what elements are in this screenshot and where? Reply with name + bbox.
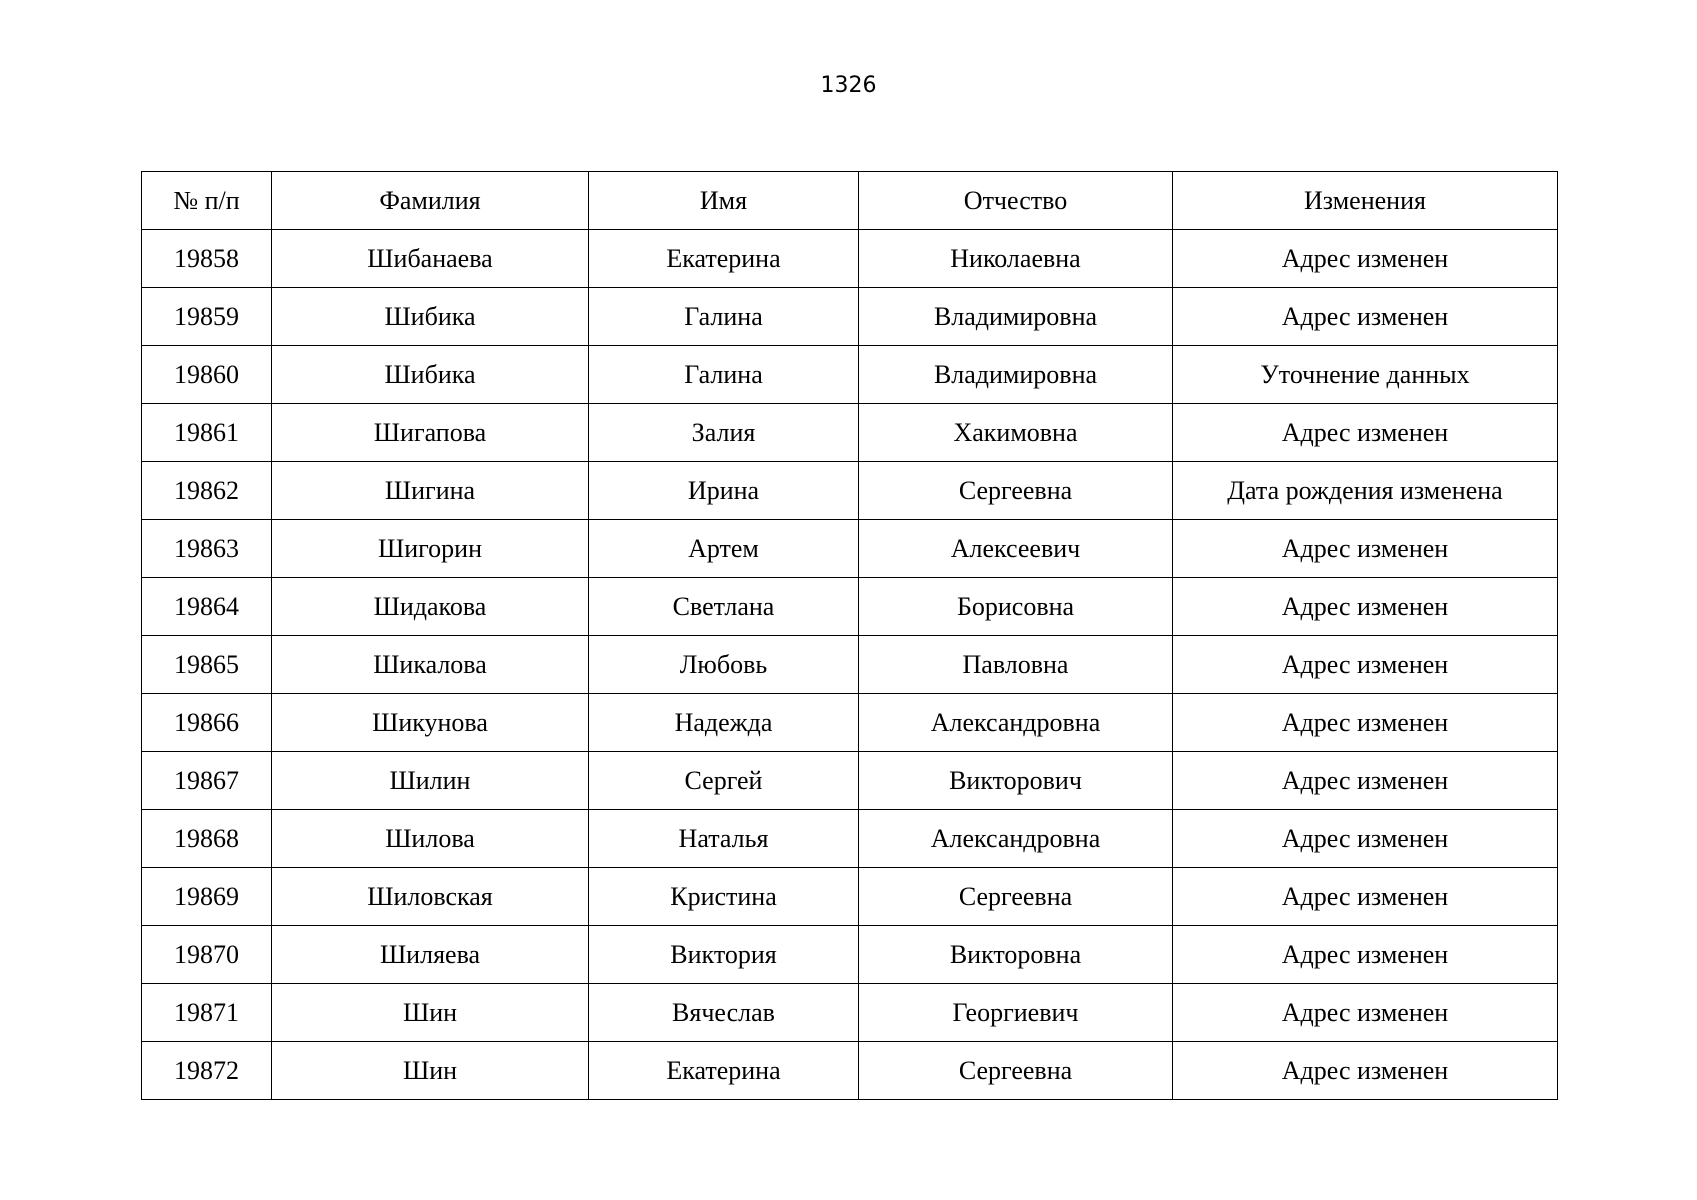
- page-number: 1326: [820, 73, 877, 98]
- cell-last-name: Шиляева: [272, 926, 589, 984]
- cell-changes: Адрес изменен: [1173, 694, 1558, 752]
- cell-number: 19860: [142, 346, 272, 404]
- cell-patronymic: Борисовна: [859, 578, 1173, 636]
- cell-patronymic: Георгиевич: [859, 984, 1173, 1042]
- cell-number: 19859: [142, 288, 272, 346]
- cell-first-name: Залия: [589, 404, 859, 462]
- cell-patronymic: Хакимовна: [859, 404, 1173, 462]
- cell-changes: Адрес изменен: [1173, 984, 1558, 1042]
- cell-last-name: Шибика: [272, 288, 589, 346]
- cell-patronymic: Викторович: [859, 752, 1173, 810]
- cell-number: 19864: [142, 578, 272, 636]
- cell-last-name: Шигапова: [272, 404, 589, 462]
- cell-number: 19870: [142, 926, 272, 984]
- cell-first-name: Артем: [589, 520, 859, 578]
- cell-patronymic: Сергеевна: [859, 462, 1173, 520]
- cell-patronymic: Павловна: [859, 636, 1173, 694]
- cell-changes: Адрес изменен: [1173, 404, 1558, 462]
- cell-first-name: Екатерина: [589, 230, 859, 288]
- cell-last-name: Шикалова: [272, 636, 589, 694]
- cell-last-name: Шиловская: [272, 868, 589, 926]
- cell-last-name: Шилин: [272, 752, 589, 810]
- cell-last-name: Шикунова: [272, 694, 589, 752]
- table-row: [142, 926, 1558, 984]
- cell-first-name: Виктория: [589, 926, 859, 984]
- cell-first-name: Любовь: [589, 636, 859, 694]
- cell-changes: Адрес изменен: [1173, 288, 1558, 346]
- cell-changes: Уточнение данных: [1173, 346, 1558, 404]
- cell-first-name: Кристина: [589, 868, 859, 926]
- column-header-last-name: Фамилия: [272, 172, 589, 230]
- cell-last-name: Шигорин: [272, 520, 589, 578]
- cell-changes: Адрес изменен: [1173, 636, 1558, 694]
- table-row: [142, 462, 1558, 520]
- cell-number: 19858: [142, 230, 272, 288]
- cell-last-name: Шин: [272, 1042, 589, 1100]
- cell-number: 19866: [142, 694, 272, 752]
- cell-number: 19871: [142, 984, 272, 1042]
- cell-number: 19865: [142, 636, 272, 694]
- register-table: [141, 171, 1558, 1100]
- table-row: [142, 1042, 1558, 1100]
- table-row: [142, 694, 1558, 752]
- cell-first-name: Наталья: [589, 810, 859, 868]
- cell-first-name: Надежда: [589, 694, 859, 752]
- cell-changes: Адрес изменен: [1173, 752, 1558, 810]
- cell-number: 19868: [142, 810, 272, 868]
- cell-number: 19863: [142, 520, 272, 578]
- cell-last-name: Шибанаева: [272, 230, 589, 288]
- cell-last-name: Шин: [272, 984, 589, 1042]
- table-row: [142, 346, 1558, 404]
- table-row: [142, 810, 1558, 868]
- table-row: [142, 984, 1558, 1042]
- table-row: [142, 230, 1558, 288]
- column-header-changes: Изменения: [1173, 172, 1558, 230]
- cell-changes: Адрес изменен: [1173, 230, 1558, 288]
- cell-changes: Дата рождения изменена: [1173, 462, 1558, 520]
- cell-number: 19872: [142, 1042, 272, 1100]
- table-row: [142, 288, 1558, 346]
- cell-last-name: Шибика: [272, 346, 589, 404]
- cell-number: 19869: [142, 868, 272, 926]
- column-header-patronymic: Отчество: [859, 172, 1173, 230]
- column-header-first-name: Имя: [589, 172, 859, 230]
- table-row: [142, 520, 1558, 578]
- table-row: [142, 578, 1558, 636]
- cell-first-name: Галина: [589, 288, 859, 346]
- cell-number: 19861: [142, 404, 272, 462]
- cell-patronymic: Александровна: [859, 810, 1173, 868]
- table-row: [142, 868, 1558, 926]
- cell-last-name: Шидакова: [272, 578, 589, 636]
- cell-last-name: Шилова: [272, 810, 589, 868]
- cell-first-name: Ирина: [589, 462, 859, 520]
- cell-patronymic: Николаевна: [859, 230, 1173, 288]
- cell-number: 19867: [142, 752, 272, 810]
- cell-changes: Адрес изменен: [1173, 810, 1558, 868]
- cell-first-name: Вячеслав: [589, 984, 859, 1042]
- cell-changes: Адрес изменен: [1173, 926, 1558, 984]
- table-row: [142, 636, 1558, 694]
- cell-patronymic: Александровна: [859, 694, 1173, 752]
- cell-changes: Адрес изменен: [1173, 578, 1558, 636]
- table-row: [142, 752, 1558, 810]
- cell-first-name: Сергей: [589, 752, 859, 810]
- cell-changes: Адрес изменен: [1173, 1042, 1558, 1100]
- column-header-number: № п/п: [142, 172, 272, 230]
- cell-number: 19862: [142, 462, 272, 520]
- table-row: [142, 404, 1558, 462]
- cell-first-name: Светлана: [589, 578, 859, 636]
- cell-patronymic: Алексеевич: [859, 520, 1173, 578]
- cell-patronymic: Владимировна: [859, 288, 1173, 346]
- cell-patronymic: Викторовна: [859, 926, 1173, 984]
- cell-changes: Адрес изменен: [1173, 868, 1558, 926]
- cell-first-name: Галина: [589, 346, 859, 404]
- table-header-row: [142, 172, 1558, 230]
- cell-patronymic: Сергеевна: [859, 1042, 1173, 1100]
- cell-first-name: Екатерина: [589, 1042, 859, 1100]
- cell-patronymic: Сергеевна: [859, 868, 1173, 926]
- cell-last-name: Шигина: [272, 462, 589, 520]
- cell-patronymic: Владимировна: [859, 346, 1173, 404]
- cell-changes: Адрес изменен: [1173, 520, 1558, 578]
